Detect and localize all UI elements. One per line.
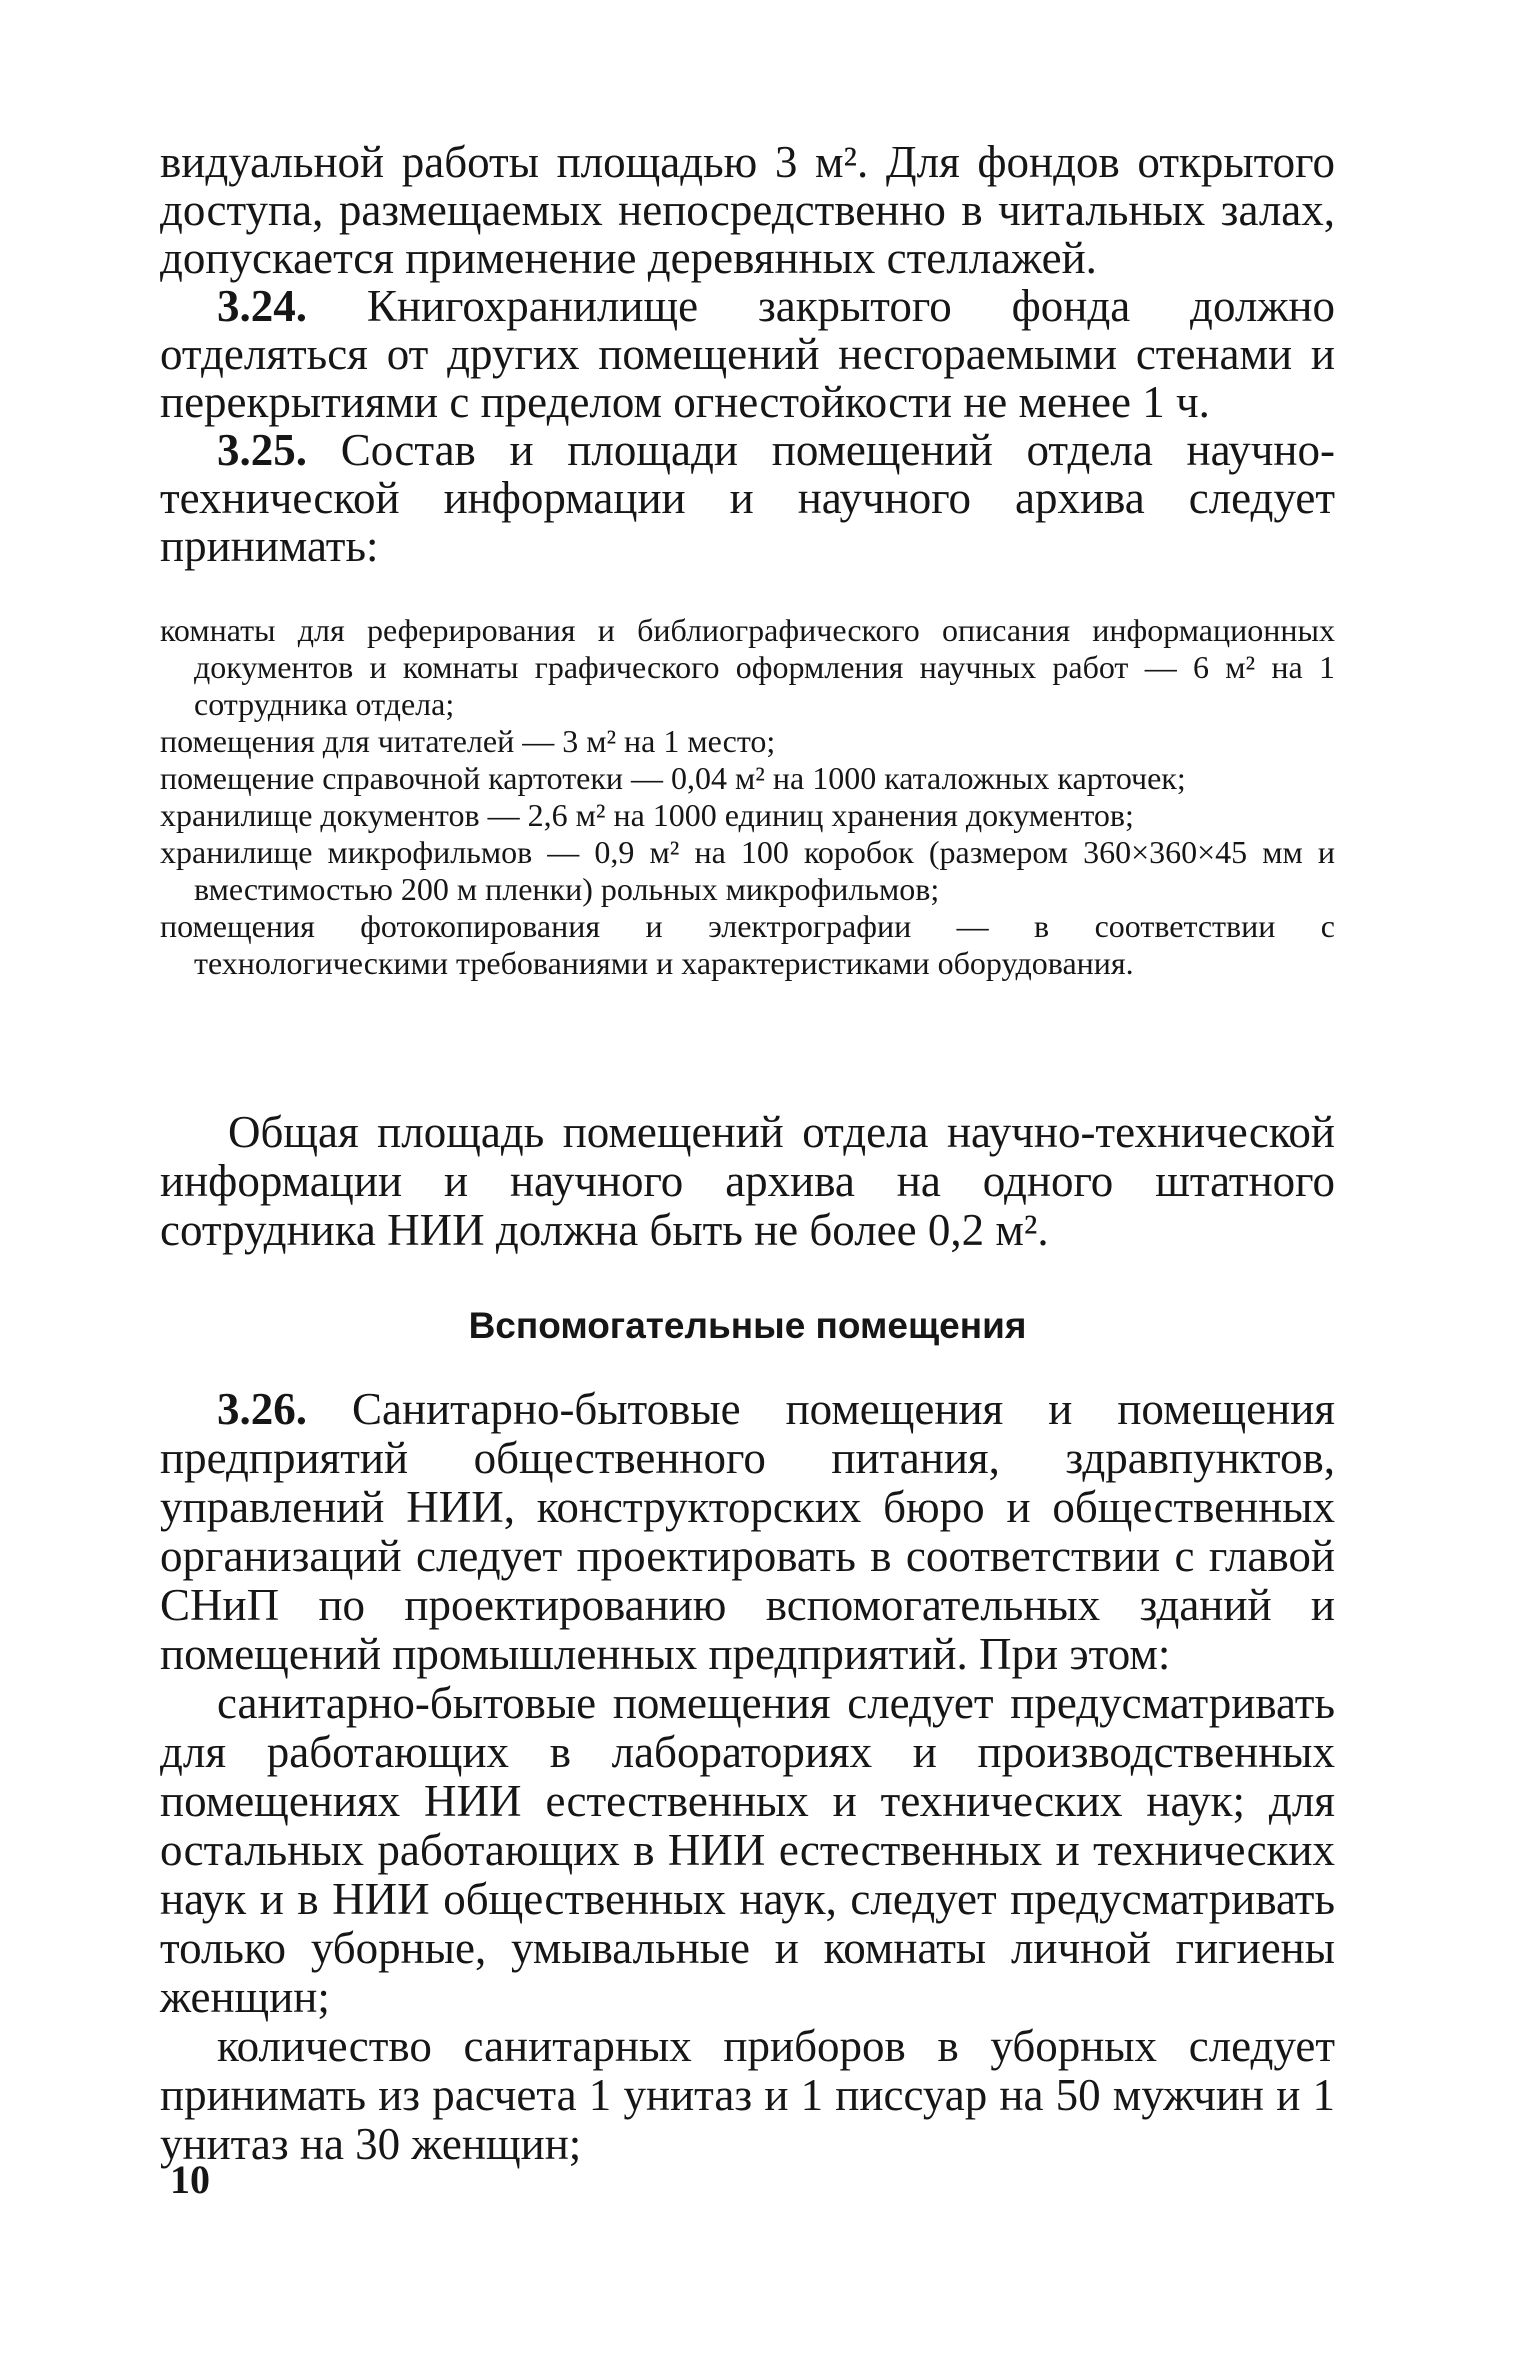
clause-3-26-number: 3.26. [217,1384,307,1434]
clause-3-25-number: 3.25. [217,425,307,475]
summary-paragraph: Общая площадь помещений отдела научно-технической информации и научного архива на одного штатного сотрудника НИИ должна быть не более 0,2 м². [160,1107,1335,1255]
clause-3-26-text: Санитарно-бытовые помещения и помещения предприятий общественного питания, здравпунктов, управлений НИИ, конструкторских бюро и общественных организаций следует проектировать в соответствии с главой СНиП по проектированию вспомогательных зданий и помещений промышленных предприятий. При этом: [160,1384,1336,1679]
list-item: помещение справочной картотеки — 0,04 м² на 1000 каталожных карточек; [160,760,1186,796]
upper-text-block [160,138,1335,570]
clause-3-26-item: санитарно-бытовые помещения следует предусматривать для работающих в лабораториях и производственных помещениях НИИ естественных и технических наук; для остальных работающих в НИИ естественных и технических наук и в НИИ общественных наук, следует предусматривать только уборные, умывальные и комнаты личной гигиены женщин; [160,1678,1335,2022]
list-item: помещения для читателей — 3 м² на 1 место; [160,723,776,759]
intro-paragraph: видуальной работы площадью 3 м². Для фондов открытого доступа, размещаемых непосредственно в читальных залах, допускается применение деревянных стеллажей. [160,137,1335,283]
summary-block [160,1108,1335,1255]
clause-3-26-item: количество санитарных приборов в уборных следует принимать из расчета 1 унитаз и 1 писсуар на 50 мужчин и 1 унитаз на 30 женщин; [160,2021,1335,2169]
clause-3-25-list [160,612,1335,982]
list-item: хранилище документов — 2,6 м² на 1000 единиц хранения документов; [160,797,1134,833]
list-item: помещения фотокопирования и электрографии — в соответствии с технологическими требованиями и характеристиками оборудования. [160,908,1335,981]
clause-3-24-number: 3.24. [217,281,307,331]
list-item: комнаты для реферирования и библиографического описания информационных документов и комнаты графического оформления научных работ — 6 м² на 1 сотрудника отдела; [160,612,1335,722]
list-item: хранилище микрофильмов — 0,9 м² на 100 коробок (размером 360×360×45 мм и вместимостью 200 м пленки) рольных микрофильмов; [160,834,1335,907]
clause-3-25-text: Состав и площади помещений отдела научно-технической информации и научного архива следует принимать: [160,425,1336,571]
clause-3-24-text: Книгохранилище закрытого фонда должно отделяться от других помещений несгораемыми стенами и перекрытиями с пределом огнестойкости не менее 1 ч. [160,281,1335,427]
lower-text-block [160,1385,1335,2169]
clause-3-26 [160,1385,1335,1679]
page-number: 10 [170,2157,210,2202]
section-heading: Вспомогательные помещения [468,1305,1027,1346]
clause-3-25 [160,426,1335,570]
clause-3-24 [160,282,1335,426]
